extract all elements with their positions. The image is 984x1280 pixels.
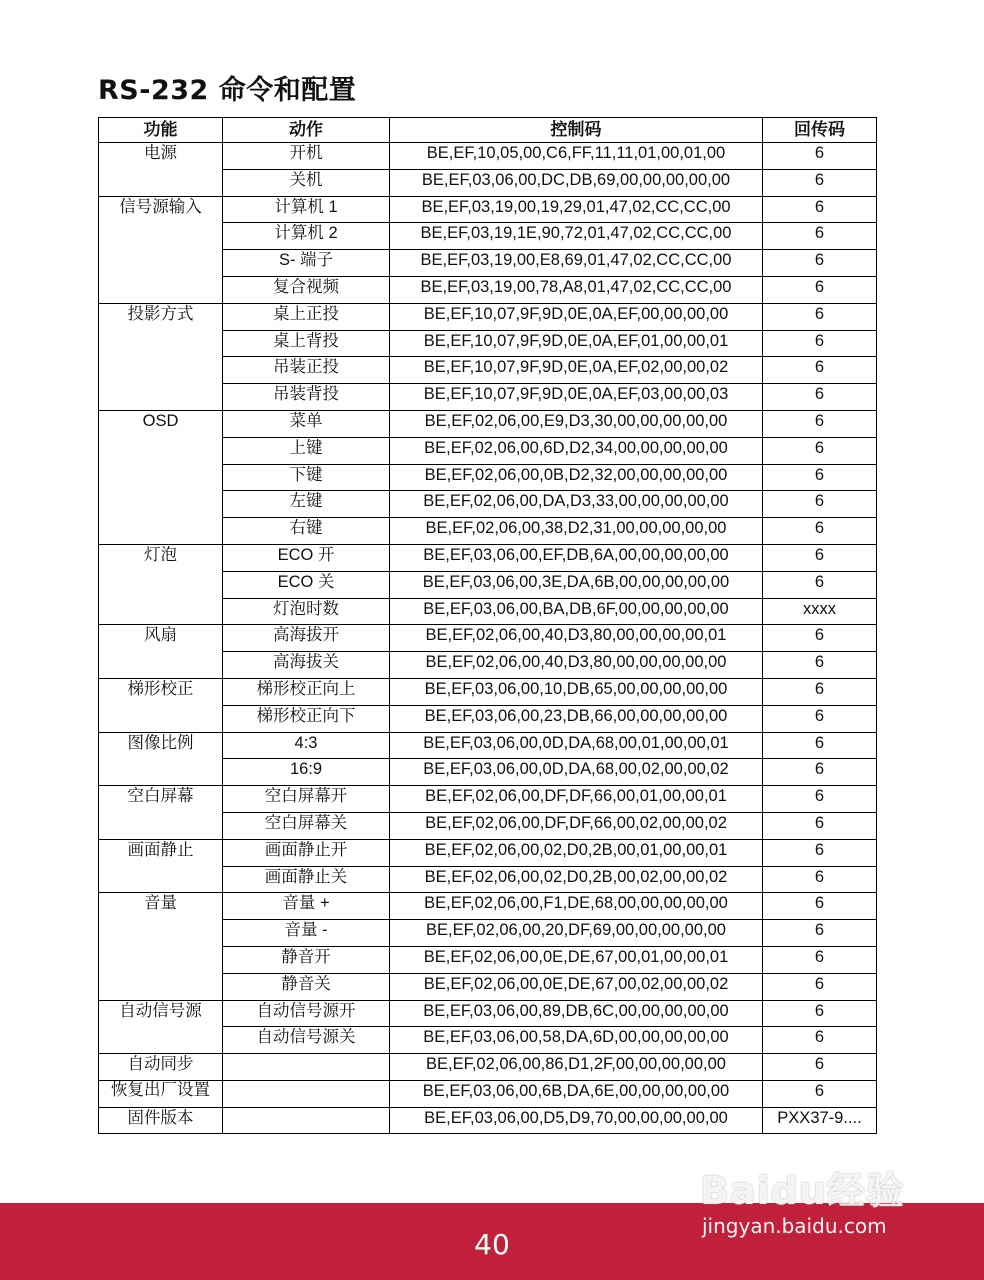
control-code-cell: BE,EF,03,06,00,58,DA,6D,00,00,00,00,00	[390, 1027, 763, 1054]
page-number: 40	[474, 1228, 510, 1261]
control-code-cell: BE,EF,02,06,00,DF,DF,66,00,01,00,00,01	[390, 786, 763, 813]
control-code-cell: BE,EF,10,07,9F,9D,0E,0A,EF,03,00,00,03	[390, 384, 763, 411]
control-code-cell: BE,EF,03,06,00,BA,DB,6F,00,00,00,00,00	[390, 598, 763, 625]
control-code-cell: BE,EF,10,07,9F,9D,0E,0A,EF,01,00,00,01	[390, 330, 763, 357]
table-row	[99, 732, 877, 759]
control-code-cell: BE,EF,03,19,00,19,29,01,47,02,CC,CC,00	[390, 196, 763, 223]
table-row	[99, 250, 877, 277]
action-cell: 自动信号源开	[223, 1000, 390, 1027]
table-row	[99, 518, 877, 545]
control-code-cell: BE,EF,10,05,00,C6,FF,11,11,01,00,01,00	[390, 143, 763, 170]
function-cell: 空白屏幕	[99, 786, 223, 813]
control-code-cell: BE,EF,03,19,1E,90,72,01,47,02,CC,CC,00	[390, 223, 763, 250]
action-cell: 右键	[223, 518, 390, 545]
function-cell	[99, 276, 223, 303]
control-code-cell: BE,EF,03,06,00,6B,DA,6E,00,00,00,00,00	[390, 1080, 763, 1107]
action-cell: 下键	[223, 464, 390, 491]
function-cell	[99, 384, 223, 411]
table-body	[99, 143, 877, 1134]
function-cell	[99, 491, 223, 518]
table-row	[99, 705, 877, 732]
control-code-cell: BE,EF,03,19,00,E8,69,01,47,02,CC,CC,00	[390, 250, 763, 277]
table-row	[99, 491, 877, 518]
function-cell	[99, 705, 223, 732]
return-code-cell: 6	[763, 759, 877, 786]
function-cell: OSD	[99, 410, 223, 437]
return-code-cell: 6	[763, 866, 877, 893]
return-code-cell: 6	[763, 1000, 877, 1027]
return-code-cell: 6	[763, 812, 877, 839]
action-cell: 关机	[223, 169, 390, 196]
action-cell: 上键	[223, 437, 390, 464]
return-code-cell: 6	[763, 973, 877, 1000]
action-cell: 梯形校正向下	[223, 705, 390, 732]
function-cell: 自动信号源	[99, 1000, 223, 1027]
control-code-cell: BE,EF,02,06,00,0B,D2,32,00,00,00,00,00	[390, 464, 763, 491]
table-row	[99, 946, 877, 973]
control-code-cell: BE,EF,02,06,00,0E,DE,67,00,01,00,00,01	[390, 946, 763, 973]
table-row	[99, 303, 877, 330]
action-cell: 高海拔开	[223, 625, 390, 652]
action-cell: 吊装背投	[223, 384, 390, 411]
action-cell: 桌上正投	[223, 303, 390, 330]
control-code-cell: BE,EF,03,06,00,0D,DA,68,00,01,00,00,01	[390, 732, 763, 759]
return-code-cell: 6	[763, 705, 877, 732]
action-cell: ECO 开	[223, 544, 390, 571]
control-code-cell: BE,EF,03,06,00,EF,DB,6A,00,00,00,00,00	[390, 544, 763, 571]
action-cell: 静音开	[223, 946, 390, 973]
return-code-cell: 6	[763, 169, 877, 196]
return-code-cell: 6	[763, 732, 877, 759]
control-code-cell: BE,EF,03,06,00,23,DB,66,00,00,00,00,00	[390, 705, 763, 732]
table-row	[99, 1027, 877, 1054]
return-code-cell: 6	[763, 571, 877, 598]
control-code-cell: BE,EF,02,06,00,40,D3,80,00,00,00,00,01	[390, 625, 763, 652]
function-cell	[99, 598, 223, 625]
action-cell: 音量 -	[223, 920, 390, 947]
control-code-cell: BE,EF,02,06,00,40,D3,80,00,00,00,00,00	[390, 652, 763, 679]
return-code-cell: 6	[763, 1027, 877, 1054]
table-row	[99, 625, 877, 652]
header-control-code: 控制码	[390, 118, 763, 143]
table-row	[99, 1107, 877, 1134]
function-cell	[99, 973, 223, 1000]
function-cell	[99, 223, 223, 250]
table-row	[99, 598, 877, 625]
table-row	[99, 652, 877, 679]
watermark-logo: Baidu经验	[700, 1169, 905, 1213]
action-cell: 画面静止开	[223, 839, 390, 866]
action-cell: 16:9	[223, 759, 390, 786]
function-cell: 固件版本	[99, 1107, 223, 1134]
action-cell: 音量 +	[223, 893, 390, 920]
return-code-cell: PXX37-9....	[763, 1107, 877, 1134]
action-cell: 自动信号源关	[223, 1027, 390, 1054]
function-cell	[99, 920, 223, 947]
action-cell: 菜单	[223, 410, 390, 437]
action-cell: 4:3	[223, 732, 390, 759]
control-code-cell: BE,EF,02,06,00,86,D1,2F,00,00,00,00,00	[390, 1054, 763, 1081]
function-cell: 梯形校正	[99, 678, 223, 705]
function-cell	[99, 250, 223, 277]
table-row	[99, 276, 877, 303]
action-cell: 空白屏幕关	[223, 812, 390, 839]
table-row	[99, 1054, 877, 1081]
return-code-cell: 6	[763, 1054, 877, 1081]
action-cell: 梯形校正向上	[223, 678, 390, 705]
function-cell: 风扇	[99, 625, 223, 652]
table-row	[99, 169, 877, 196]
control-code-cell: BE,EF,03,06,00,0D,DA,68,00,02,00,00,02	[390, 759, 763, 786]
table-row	[99, 866, 877, 893]
function-cell	[99, 169, 223, 196]
action-cell	[223, 1107, 390, 1134]
return-code-cell: 6	[763, 330, 877, 357]
return-code-cell: 6	[763, 678, 877, 705]
return-code-cell: 6	[763, 1080, 877, 1107]
return-code-cell: 6	[763, 652, 877, 679]
return-code-cell: 6	[763, 223, 877, 250]
table-row	[99, 678, 877, 705]
control-code-cell: BE,EF,03,06,00,89,DB,6C,00,00,00,00,00	[390, 1000, 763, 1027]
return-code-cell: 6	[763, 250, 877, 277]
return-code-cell: 6	[763, 464, 877, 491]
control-code-cell: BE,EF,03,06,00,D5,D9,70,00,00,00,00,00	[390, 1107, 763, 1134]
return-code-cell: 6	[763, 196, 877, 223]
header-function: 功能	[99, 118, 223, 143]
action-cell: S- 端子	[223, 250, 390, 277]
return-code-cell: 6	[763, 384, 877, 411]
function-cell: 信号源输入	[99, 196, 223, 223]
action-cell: 画面静止关	[223, 866, 390, 893]
return-code-cell: 6	[763, 544, 877, 571]
action-cell	[223, 1054, 390, 1081]
rs232-command-table	[98, 117, 877, 1134]
return-code-cell: 6	[763, 303, 877, 330]
function-cell	[99, 518, 223, 545]
function-cell	[99, 464, 223, 491]
header-action: 动作	[223, 118, 390, 143]
action-cell: 空白屏幕开	[223, 786, 390, 813]
table-header-row	[99, 118, 877, 143]
control-code-cell: BE,EF,03,19,00,78,A8,01,47,02,CC,CC,00	[390, 276, 763, 303]
return-code-cell: 6	[763, 491, 877, 518]
action-cell: 计算机 1	[223, 196, 390, 223]
control-code-cell: BE,EF,02,06,00,0E,DE,67,00,02,00,00,02	[390, 973, 763, 1000]
function-cell: 投影方式	[99, 303, 223, 330]
function-cell	[99, 759, 223, 786]
table-row	[99, 571, 877, 598]
return-code-cell: 6	[763, 357, 877, 384]
return-code-cell: 6	[763, 920, 877, 947]
function-cell: 恢复出厂设置	[99, 1080, 223, 1107]
table-row	[99, 143, 877, 170]
table-row	[99, 544, 877, 571]
function-cell	[99, 812, 223, 839]
table-row	[99, 1080, 877, 1107]
control-code-cell: BE,EF,02,06,00,DA,D3,33,00,00,00,00,00	[390, 491, 763, 518]
table-row	[99, 786, 877, 813]
table-row	[99, 920, 877, 947]
function-cell: 图像比例	[99, 732, 223, 759]
control-code-cell: BE,EF,02,06,00,02,D0,2B,00,02,00,00,02	[390, 866, 763, 893]
table-row	[99, 973, 877, 1000]
return-code-cell: 6	[763, 276, 877, 303]
table-row	[99, 410, 877, 437]
return-code-cell: 6	[763, 518, 877, 545]
function-cell: 音量	[99, 893, 223, 920]
action-cell: 桌上背投	[223, 330, 390, 357]
function-cell	[99, 357, 223, 384]
control-code-cell: BE,EF,10,07,9F,9D,0E,0A,EF,02,00,00,02	[390, 357, 763, 384]
function-cell	[99, 437, 223, 464]
page-title: RS-232 命令和配置	[98, 75, 357, 106]
control-code-cell: BE,EF,03,06,00,10,DB,65,00,00,00,00,00	[390, 678, 763, 705]
table-row	[99, 1000, 877, 1027]
return-code-cell: 6	[763, 143, 877, 170]
table-row	[99, 893, 877, 920]
action-cell: 左键	[223, 491, 390, 518]
control-code-cell: BE,EF,02,06,00,6D,D2,34,00,00,00,00,00	[390, 437, 763, 464]
function-cell	[99, 652, 223, 679]
control-code-cell: BE,EF,02,06,00,E9,D3,30,00,00,00,00,00	[390, 410, 763, 437]
table-row	[99, 812, 877, 839]
table-row	[99, 330, 877, 357]
control-code-cell: BE,EF,10,07,9F,9D,0E,0A,EF,00,00,00,00	[390, 303, 763, 330]
return-code-cell: 6	[763, 410, 877, 437]
action-cell: 静音关	[223, 973, 390, 1000]
function-cell	[99, 1027, 223, 1054]
return-code-cell: 6	[763, 946, 877, 973]
control-code-cell: BE,EF,03,06,00,DC,DB,69,00,00,00,00,00	[390, 169, 763, 196]
function-cell	[99, 330, 223, 357]
action-cell: 开机	[223, 143, 390, 170]
control-code-cell: BE,EF,02,06,00,F1,DE,68,00,00,00,00,00	[390, 893, 763, 920]
return-code-cell: 6	[763, 893, 877, 920]
function-cell	[99, 571, 223, 598]
action-cell: 吊装正投	[223, 357, 390, 384]
action-cell: 高海拔关	[223, 652, 390, 679]
action-cell: 计算机 2	[223, 223, 390, 250]
table-row	[99, 384, 877, 411]
return-code-cell: 6	[763, 437, 877, 464]
table-row	[99, 759, 877, 786]
table-row	[99, 437, 877, 464]
function-cell: 灯泡	[99, 544, 223, 571]
return-code-cell: xxxx	[763, 598, 877, 625]
function-cell: 自动同步	[99, 1054, 223, 1081]
function-cell	[99, 946, 223, 973]
return-code-cell: 6	[763, 786, 877, 813]
control-code-cell: BE,EF,02,06,00,38,D2,31,00,00,00,00,00	[390, 518, 763, 545]
control-code-cell: BE,EF,02,06,00,02,D0,2B,00,01,00,00,01	[390, 839, 763, 866]
watermark-url: jingyan.baidu.com	[702, 1214, 887, 1238]
table-row	[99, 196, 877, 223]
function-cell: 电源	[99, 143, 223, 170]
table-row	[99, 223, 877, 250]
table-row	[99, 357, 877, 384]
action-cell	[223, 1080, 390, 1107]
control-code-cell: BE,EF,03,06,00,3E,DA,6B,00,00,00,00,00	[390, 571, 763, 598]
table-row	[99, 464, 877, 491]
action-cell: ECO 关	[223, 571, 390, 598]
table-row	[99, 839, 877, 866]
action-cell: 复合视频	[223, 276, 390, 303]
action-cell: 灯泡时数	[223, 598, 390, 625]
function-cell	[99, 866, 223, 893]
function-cell: 画面静止	[99, 839, 223, 866]
header-return-code: 回传码	[763, 118, 877, 143]
return-code-cell: 6	[763, 625, 877, 652]
control-code-cell: BE,EF,02,06,00,DF,DF,66,00,02,00,00,02	[390, 812, 763, 839]
control-code-cell: BE,EF,02,06,00,20,DF,69,00,00,00,00,00	[390, 920, 763, 947]
return-code-cell: 6	[763, 839, 877, 866]
